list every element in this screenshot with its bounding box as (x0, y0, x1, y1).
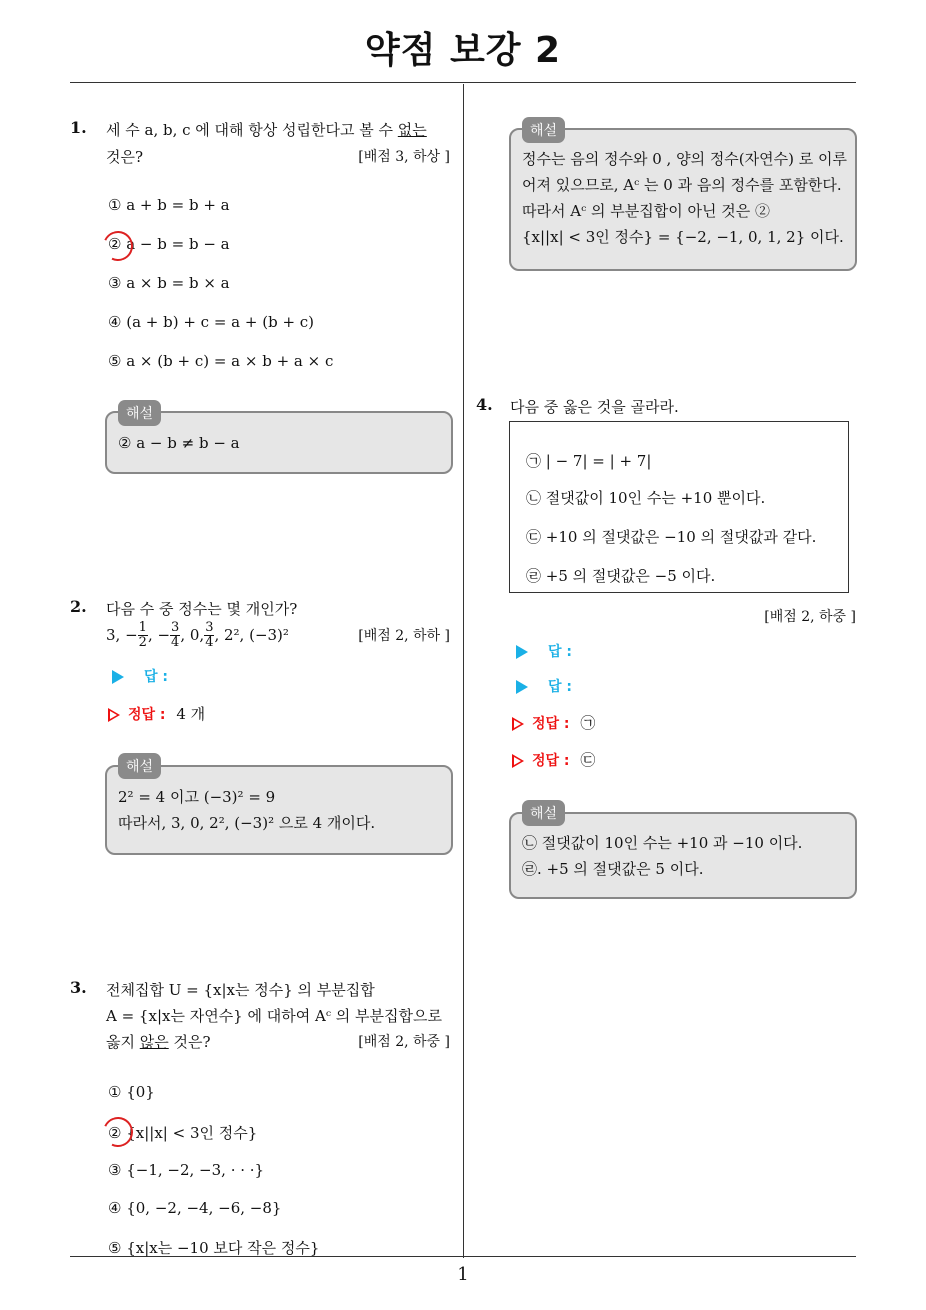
question-text-2: 것은? (106, 148, 144, 166)
question-text: 다음 중 옳은 것을 골라라. (510, 398, 679, 416)
question-text: 세 수 a, b, c 에 대해 항상 성립한다고 볼 수 없는 (106, 121, 427, 139)
correct-answer-row-2: 정답 : ㉢ (512, 749, 595, 770)
solution-tag: 해설 (522, 800, 565, 826)
play-icon (112, 670, 124, 684)
page-number: 1 (457, 1264, 469, 1285)
triangle-icon (108, 708, 120, 722)
correct-answer-row-1: 정답 : ㉠ (512, 712, 595, 733)
page-title: 약점 보강 2 (364, 30, 562, 71)
answer-row-2[interactable]: 답 : (516, 676, 572, 696)
top-divider (70, 82, 856, 83)
statement-3: ㉢ +10 의 절댓값은 −10 의 절댓값과 같다. (526, 528, 817, 546)
question-number: 2. (70, 597, 87, 616)
score-label: [배점 2, 하하 ] (358, 628, 450, 644)
selected-mark-icon (99, 1113, 137, 1151)
option-2[interactable]: ② a − b = b − a (108, 235, 230, 253)
solution-line-1: 2² = 4 이고 (−3)² = 9 (118, 788, 276, 806)
option-5[interactable]: ⑤ a × (b + c) = a × b + a × c (108, 352, 334, 370)
solution-line-2: 따라서, 3, 0, 2², (−3)² 으로 4 개이다. (118, 814, 376, 832)
question-text-2: A = {x|x는 자연수} 에 대하여 Aᶜ 의 부분집합으로 (106, 1007, 442, 1025)
question-number: 1. (70, 118, 87, 137)
solution-line-1: ㉡ 절댓값이 10인 수는 +10 과 −10 이다. (522, 834, 803, 852)
solution-tag: 해설 (522, 117, 565, 143)
solution-text: ② a − b ≠ b − a (118, 434, 240, 452)
triangle-icon (512, 754, 524, 768)
option-3[interactable]: ③ {−1, −2, −3, · · ·} (108, 1161, 265, 1179)
solution-line-4: {x||x| < 3인 정수} = {−2, −1, 0, 1, 2} 이다. (522, 228, 844, 246)
solution-tag: 해설 (118, 400, 161, 426)
score-label: [배점 3, 하상 ] (358, 149, 450, 165)
option-3[interactable]: ③ a × b = b × a (108, 274, 230, 292)
score-label: [배점 2, 하중 ] (764, 609, 856, 625)
play-icon (516, 680, 528, 694)
selected-mark-icon (99, 227, 137, 265)
question-number: 3. (70, 978, 87, 997)
number-list: 3, − $\frac{1}{2}$ , − $\frac{3}{4}$ , 0, $\frac{3}{4}$ , 2², (−3)² (106, 619, 289, 650)
solution-line-2: ㉣. +5 의 절댓값은 5 이다. (522, 860, 704, 878)
statement-2: ㉡ 절댓값이 10인 수는 +10 뿐이다. (526, 489, 766, 507)
solution-tag: 해설 (118, 753, 161, 779)
triangle-icon (512, 717, 524, 731)
statement-1: ㉠ | − 7| = | + 7| (526, 452, 652, 470)
answer-row-1[interactable]: 답 : (516, 641, 572, 661)
solution-line-1: 정수는 음의 정수와 0 , 양의 정수(자연수) 로 이루 (522, 150, 847, 168)
correct-answer-row: 정답 : 4 개 (108, 703, 205, 724)
question-text-3: 옳지 않은 것은? (106, 1033, 211, 1051)
option-1[interactable]: ① a + b = b + a (108, 196, 230, 214)
solution-line-2: 어져 있으므로, Aᶜ 는 0 과 음의 정수를 포함한다. (522, 176, 842, 194)
option-5[interactable]: ⑤ {x|x는 −10 보다 작은 정수} (108, 1239, 320, 1257)
statement-4: ㉣ +5 의 절댓값은 −5 이다. (526, 567, 716, 585)
option-4[interactable]: ④ (a + b) + c = a + (b + c) (108, 313, 315, 331)
question-text: 다음 수 중 정수는 몇 개인가? (106, 600, 298, 618)
answer-row[interactable]: 답 : (112, 666, 168, 686)
option-4[interactable]: ④ {0, −2, −4, −6, −8} (108, 1199, 282, 1217)
option-2[interactable]: ② {x||x| < 3인 정수} (108, 1124, 258, 1142)
option-1[interactable]: ① {0} (108, 1083, 155, 1101)
solution-line-3: 따라서 Aᶜ 의 부분집합이 아닌 것은 ② (522, 202, 771, 220)
play-icon (516, 645, 528, 659)
question-text: 전체집합 U = {x|x는 정수} 의 부분집합 (106, 981, 375, 999)
score-label: [배점 2, 하중 ] (358, 1034, 450, 1050)
column-divider (463, 84, 464, 1258)
question-number: 4. (476, 395, 493, 414)
